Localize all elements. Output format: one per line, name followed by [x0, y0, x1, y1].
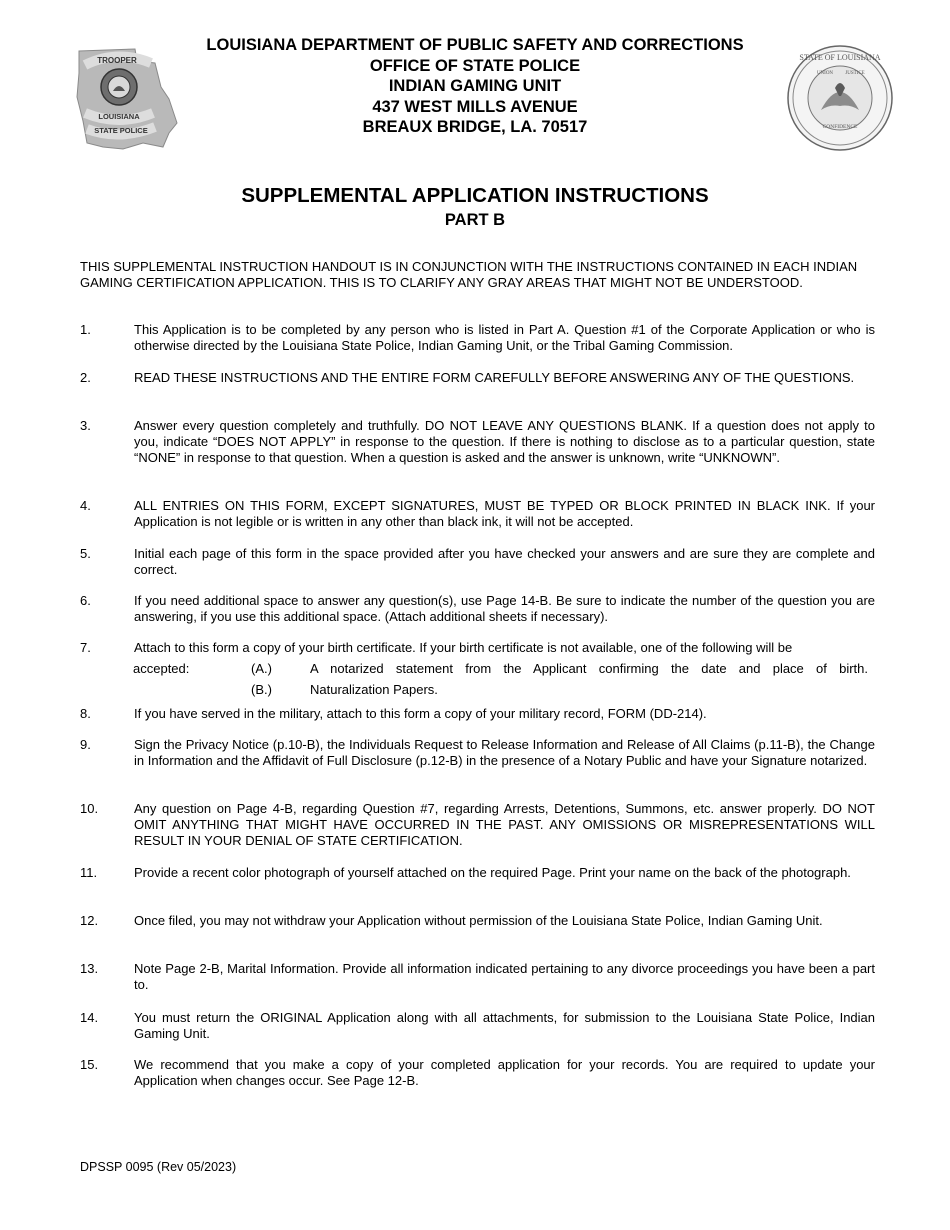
agency-header [0, 35, 950, 138]
item-text: ALL ENTRIES ON THIS FORM, EXCEPT SIGNATURES, MUST BE TYPED OR BLOCK PRINTED IN BLACK INK. If your Application is not legible or is written in any other than black ink, it will not be accepted. [134, 498, 875, 530]
item-number: 14. [80, 1010, 99, 1025]
item-text: Attach to this form a copy of your birth certificate. If your birth certificate is not available, one of the following will be [134, 640, 793, 655]
seal-motto-justice: JUSTICE [845, 71, 865, 76]
item-number: 8. [80, 706, 91, 721]
form-number-footer: DPSSP 0095 (Rev 05/2023) [80, 1160, 237, 1174]
item-number: 12. [80, 913, 99, 928]
list-item [80, 370, 875, 386]
list-item [80, 865, 875, 881]
list-item [80, 640, 875, 656]
seal-motto-union: UNION [816, 71, 834, 76]
item7-option-a-label: (A.) [251, 661, 272, 676]
list-item [80, 913, 875, 929]
item-text: Any question on Page 4-B, regarding Question #7, regarding Arrests, Detentions, Summons, etc. answer properly. DO NOT OMIT ANYTHING THAT MIGHT HAVE OCCURRED IN THE PAST. ANY OMISSIONS OR MISREPRESENTATIONS WILL RESULT IN YOUR DENIAL OF STATE CERTIFICATION. [134, 801, 875, 849]
item-text: We recommend that you make a copy of your completed application for your records. You are required to update your Application when changes occur. See Page 12-B. [134, 1057, 875, 1089]
item-text: Initial each page of this form in the space provided after you have checked your answers and are sure they are complete and correct. [134, 546, 875, 578]
list-item [80, 546, 875, 578]
list-item [80, 593, 875, 625]
item-number: 13. [80, 961, 99, 976]
header-office: OFFICE OF STATE POLICE [369, 56, 581, 75]
header-department: LOUISIANA DEPARTMENT OF PUBLIC SAFETY AND CORRECTIONS [206, 36, 744, 54]
item-number: 5. [80, 546, 91, 561]
item7-option-b-text: Naturalization Papers. [310, 682, 438, 697]
badge-top-text: TROOPER [97, 56, 137, 65]
item-number: 10. [80, 801, 99, 816]
item7-option-b-label: (B.) [251, 682, 272, 697]
item-number: 9. [80, 737, 91, 752]
list-item [80, 498, 875, 530]
list-item [80, 801, 875, 850]
item-number: 7. [80, 640, 91, 655]
list-item [80, 706, 875, 722]
item-number: 15. [80, 1057, 99, 1072]
intro-paragraph: THIS SUPPLEMENTAL INSTRUCTION HANDOUT IS IN CONJUNCTION WITH THE INSTRUCTIONS CONTAINED IN EACH INDIAN GAMING CERTIFICATION APPLICATION. THIS IS TO CLARIFY ANY GRAY AREAS THAT MIGHT NOT BE UNDERSTOOD. [80, 259, 858, 291]
item-number: 4. [80, 498, 91, 513]
item-text: If you have served in the military, attach to this form a copy of your military record, FORM (DD-214). [134, 706, 707, 721]
item-text: Note Page 2-B, Marital Information. Provide all information indicated pertaining to any divorce proceedings you have been a part to. [134, 961, 875, 993]
badge-middle-text: LOUISIANA [98, 112, 140, 121]
item-number: 2. [80, 370, 91, 385]
item-text: If you need additional space to answer any question(s), use Page 14-B. Be sure to indicate the number of the question you are answering, if you use this additional space. (Attach additional sheets if necessary). [134, 593, 875, 625]
seal-motto-confidence: CONFIDENCE [822, 124, 858, 130]
list-item [80, 1057, 875, 1089]
item-text: Answer every question completely and truthfully. DO NOT LEAVE ANY QUESTIONS BLANK. If a question does not apply to you, indicate “DOES NOT APPLY” in response to the question. If there is nothing to disclose as to a particular question, state “NONE” in response to that question. When a question is asked and the answer is unknown, write “UNKNOWN”. [134, 418, 875, 466]
item-text: Sign the Privacy Notice (p.10-B), the Individuals Request to Release Information and Release of All Claims (p.11-B), the Change in Information and the Affidavit of Full Disclosure (p.12-B) in the presence of a Notary Public and have your Signature notarized. [134, 737, 875, 769]
list-item [80, 961, 875, 993]
item-text: READ THESE INSTRUCTIONS AND THE ENTIRE FORM CAREFULLY BEFORE ANSWERING ANY OF THE QUESTIONS. [134, 370, 855, 385]
item7-option-a-text: A notarized statement from the Applicant confirming the date and place of birth. [310, 661, 868, 676]
page-subtitle: PART B [444, 211, 506, 229]
item-text: This Application is to be completed by any person who is listed in Part A. Question #1 of the Corporate Application or who is otherwise directed by the Louisiana State Police, Indian Gaming Unit, or the Tribal Gaming Commission. [134, 322, 875, 354]
list-item [80, 737, 875, 769]
header-street: 437 WEST MILLS AVENUE [372, 97, 578, 116]
page-title: SUPPLEMENTAL APPLICATION INSTRUCTIONS [241, 184, 709, 207]
header-unit: INDIAN GAMING UNIT [388, 77, 562, 95]
item-text: You must return the ORIGINAL Application along with all attachments, for submission to the Louisiana State Police, Indian Gaming Unit. [134, 1010, 875, 1042]
header-city: BREAUX BRIDGE, LA. 70517 [362, 118, 588, 136]
seal-top-text: STATE OF LOUISIANA [799, 53, 881, 62]
list-item [80, 322, 875, 354]
item-number: 3. [80, 418, 91, 433]
item-number: 11. [80, 865, 98, 880]
item-number: 1. [80, 322, 91, 337]
badge-bottom-text: STATE POLICE [94, 126, 148, 135]
list-item [80, 1010, 875, 1042]
list-item [80, 418, 875, 467]
item7-accepted-label: accepted: [133, 661, 190, 676]
item-number: 6. [80, 593, 91, 608]
item-text: Provide a recent color photograph of yourself attached on the required Page. Print your name on the back of the photograph. [134, 865, 851, 880]
item-text: Once filed, you may not withdraw your Application without permission of the Louisiana State Police, Indian Gaming Unit. [134, 913, 823, 928]
